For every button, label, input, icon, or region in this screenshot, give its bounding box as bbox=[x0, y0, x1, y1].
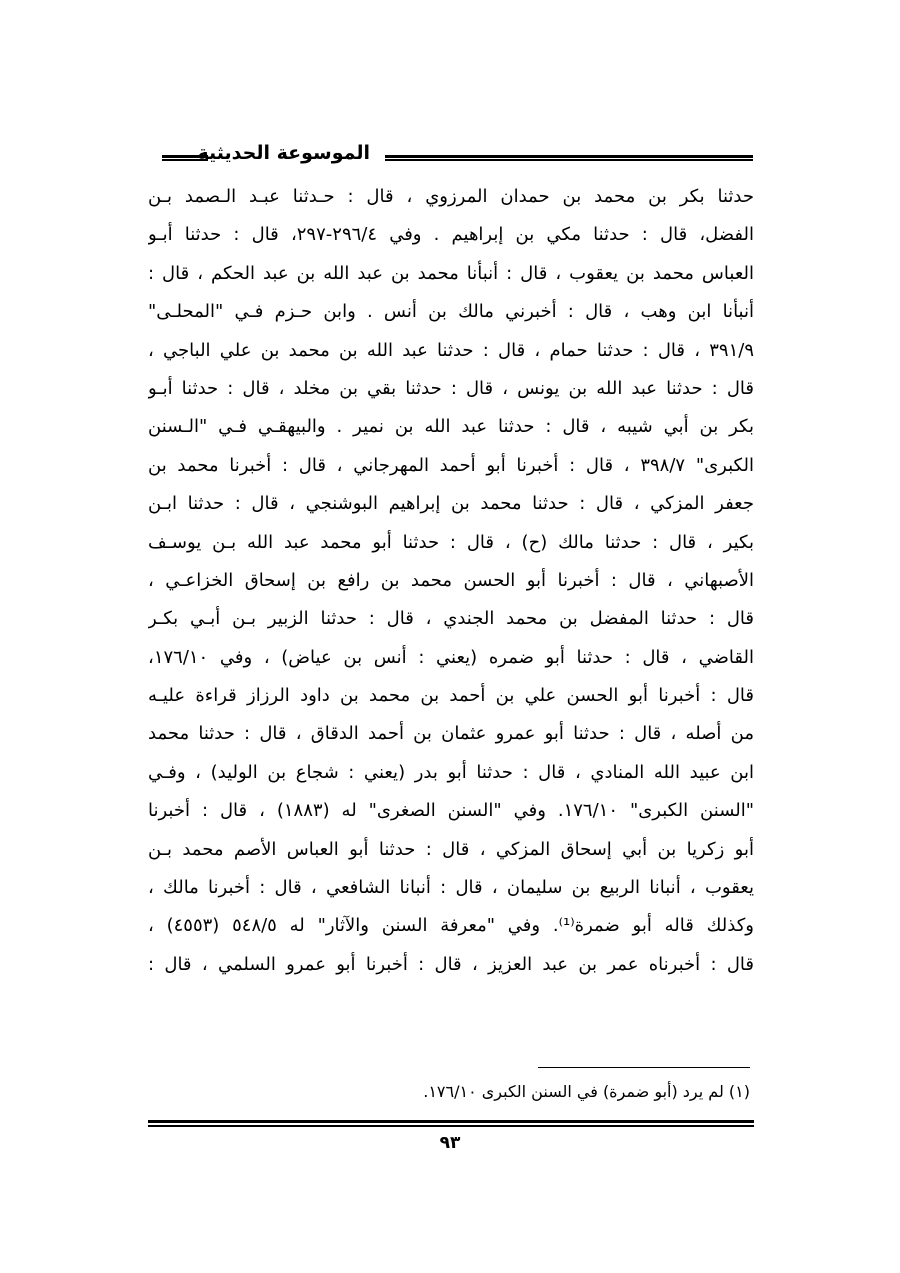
text-line: بكير ، قال : حدثنا مالك (ح) ، قال : حدثنا أبو محمد عبد الله بـن يوسـف bbox=[148, 531, 754, 553]
footer-rule bbox=[148, 1120, 754, 1127]
footnote: (١) لم يرد (أبو ضمرة) في السنن الكبرى ١٧٦/١٠. bbox=[423, 1082, 750, 1101]
text-line: ابن عبيد الله المنادي ، قال : حدثنا أبو بدر (يعني : شجاع بن الوليد) ، وفـي bbox=[148, 761, 754, 783]
body-text bbox=[148, 178, 754, 984]
text-line: الكبرى" ٣٩٨/٧ ، قال : أخبرنا أبو أحمد المهرجاني ، قال : أخبرنا محمد بن bbox=[148, 454, 754, 476]
text-line: أنبأنا ابن وهب ، قال : أخبرني مالك بن أنس . وابن حـزم فـي "المحلـى" bbox=[148, 301, 754, 323]
text-line: حدثنا بكر بن محمد بن حمدان المرزوي ، قال : حـدثنا عبـد الـصمد بـن bbox=[148, 186, 754, 207]
header-rule-short bbox=[162, 155, 208, 161]
text-line: بكر بن أبي شيبه ، قال : حدثنا عبد الله بن نمير . والبيهقـي فـي "الـسنن bbox=[148, 416, 754, 438]
page-header bbox=[150, 140, 753, 176]
text-line: قال : أخبرنا أبو الحسن علي بن أحمد بن محمد بن داود الرزاز قراءة عليـه bbox=[148, 685, 754, 707]
text-line: القاضي ، قال : حدثنا أبو ضمره (يعني : أنس بن عياض) ، وفي ١٧٦/١٠، bbox=[148, 646, 754, 668]
text-line: قال : حدثنا عبد الله بن يونس ، قال : حدثنا بقي بن مخلد ، قال : حدثنا أبـو bbox=[148, 377, 754, 399]
footnote-separator bbox=[538, 1067, 750, 1068]
text-line: الأصبهاني ، قال : أخبرنا أبو الحسن محمد بن رافع بن إسحاق الخزاعـي ، bbox=[148, 569, 754, 591]
text-line: وكذلك قاله أبو ضمرة⁽¹⁾. وفي "معرفة السنن والآثار" له ٥٤٨/٥ (٤٥٥٣) ، bbox=[148, 915, 754, 937]
text-line: الفضل، قال : حدثنا مكي بن إبراهيم . وفي ٢٩٦/٤-٢٩٧، قال : حدثنا أبـو bbox=[148, 224, 754, 246]
text-line: العباس محمد بن يعقوب ، قال : أنبأنا محمد بن عبد الله بن عبد الحكم ، قال : bbox=[148, 262, 754, 284]
text-line: أبو زكريا بن أبي إسحاق المزكي ، قال : حدثنا أبو العباس الأصم محمد بـن bbox=[148, 838, 754, 860]
text-line: يعقوب ، أنبانا الربيع بن سليمان ، قال : أنبانا الشافعي ، قال : أخبرنا مالك ، bbox=[148, 877, 754, 899]
text-line: من أصله ، قال : حدثنا أبو عمرو عثمان بن أحمد الدقاق ، قال : حدثنا محمد bbox=[148, 723, 754, 745]
text-line: قال : حدثنا المفضل بن محمد الجندي ، قال : حدثنا الزبير بـن أبـي بكـر bbox=[148, 608, 754, 630]
header-title: الموسوعة الحديثية bbox=[197, 142, 370, 164]
page-number: ٩٣ bbox=[439, 1133, 461, 1153]
text-line: جعفر المزكي ، قال : حدثنا محمد بن إبراهيم البوشنجي ، قال : حدثنا ابـن bbox=[148, 493, 754, 515]
text-line: قال : أخبرناه عمر بن عبد العزيز ، قال : أخبرنا أبو عمرو السلمي ، قال : bbox=[148, 953, 754, 975]
text-line: "السنن الكبرى" ١٧٦/١٠. وفي "السنن الصغرى" له (١٨٨٣) ، قال : أخبرنا bbox=[148, 800, 754, 822]
text-line: ٣٩١/٩ ، قال : حدثنا حمام ، قال : حدثنا عبد الله بن محمد بن علي الباجي ، bbox=[148, 339, 754, 361]
header-rule-long bbox=[385, 155, 753, 161]
